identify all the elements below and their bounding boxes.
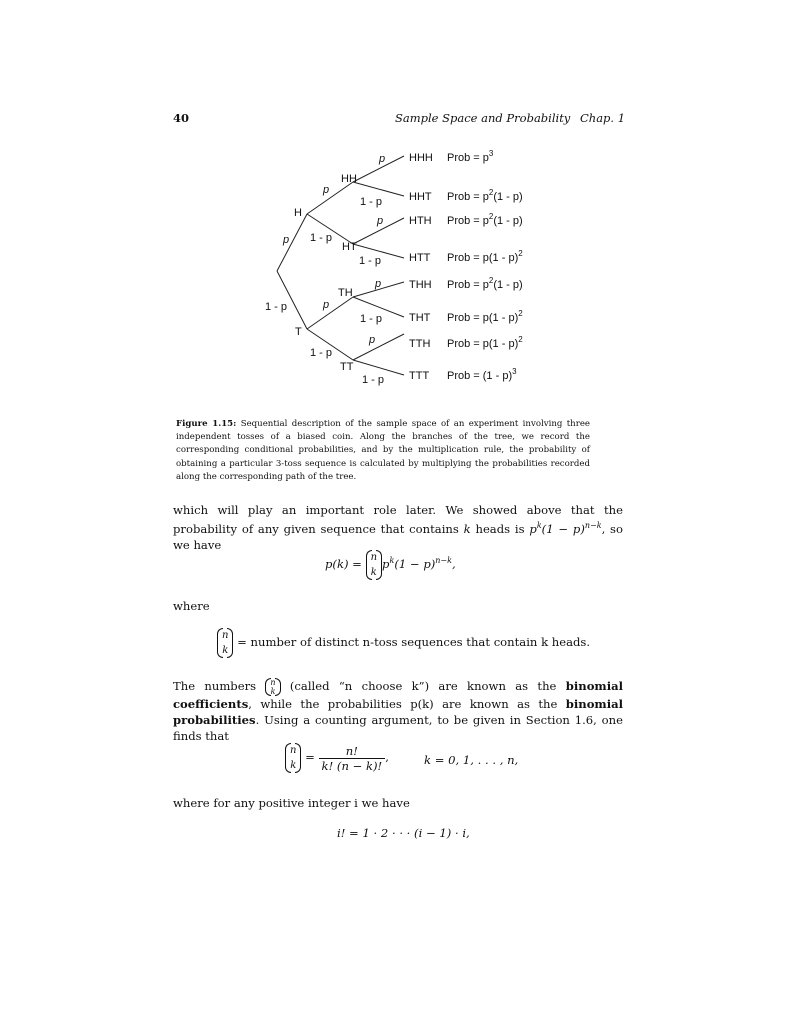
branch-root-t: [277, 271, 307, 329]
svg-text:HTT: HTT: [409, 252, 431, 264]
figure-caption: [176, 418, 590, 484]
svg-text:Prob = p(1 - p)2: Prob = p(1 - p)$^2$: [447, 309, 523, 324]
branch-tt-tth: [353, 334, 404, 360]
label-1mp-htt: 1 - p: [359, 255, 382, 267]
paragraph-1: which will play an important role later. We showed above that the probability of any given sequence that contains k heads is $p^k(1 - p)^{n-k}$, so we have: [173, 503, 623, 553]
caption-label: Figure 1.15:: [176, 419, 237, 429]
equation-binomial-coefficient: n k = $\frac{n!}{k! (n - k)!}$ ,: [285, 743, 389, 773]
label-p-h: p: [283, 234, 290, 246]
paragraph-2: The numbers n k (called “n choose k”) are known as the binomial coefficients, while the probabilities p(k) are known as the binomial probabilities. Using a counting argument, to be given in Section 1.6, one finds that: [173, 678, 624, 744]
label-1mp-t: 1 - p: [265, 301, 288, 313]
svg-text:Prob = (1 - p)3: Prob = (1 - p)$^3$: [447, 367, 517, 382]
svg-text:Prob = p2(1 - p): Prob = $p^2(1 - p)$: [447, 276, 523, 291]
where-label-1: where: [173, 599, 210, 613]
svg-text:THT: THT: [409, 312, 431, 324]
label-p-hhh: p: [379, 153, 386, 165]
svg-text:HTH: HTH: [409, 215, 432, 227]
branch-tt-ttt: [353, 360, 404, 375]
probability-tree-diagram: [0, 0, 791, 420]
outcome-thh: [409, 276, 523, 291]
outcome-hhh: [409, 149, 494, 164]
equation-range: k = 0, 1, . . . , n,: [424, 753, 519, 767]
svg-text:THH: THH: [409, 279, 432, 291]
outcome-hth: [409, 212, 523, 227]
label-1mp-tt: 1 - p: [310, 347, 333, 359]
svg-text:HHT: HHT: [409, 191, 432, 203]
caption-text: Sequential description of the sample space of an experiment involving three independent tosses of a biased coin. Along the branches of the tree, we record the corresponding conditional probabilities, and by the multiplication rule, the probability of obtaining a particular 3-toss sequence is calculated by multiplying the probabilities recorded along the corresponding path of the tree.: [176, 419, 590, 482]
svg-text:HHH: HHH: [409, 152, 433, 164]
page-number: 40: [173, 111, 190, 125]
running-title: Sample Space and Probability: [395, 111, 571, 125]
svg-text:TTT: TTT: [409, 370, 430, 382]
label-p-hth: p: [377, 215, 384, 227]
outcome-ttt: [409, 367, 517, 382]
label-1mp-ht: 1 - p: [310, 232, 333, 244]
chapter-label: Chap. 1: [580, 111, 626, 125]
label-p-tth: p: [369, 334, 376, 346]
equation-binomial-definition: n k = number of distinct n-toss sequences that contain k heads.: [217, 628, 590, 658]
node-t: T: [295, 326, 302, 338]
label-1mp-tht: 1 - p: [360, 313, 383, 325]
svg-text:Prob = p2(1 - p): Prob = $p^2(1 - p)$: [447, 212, 523, 227]
svg-text:Prob = p2(1 - p): Prob = $p^2(1 - p)$: [447, 188, 523, 203]
outcome-tth: [409, 335, 523, 350]
node-th: TH: [338, 287, 353, 299]
outcome-hht: [409, 188, 523, 203]
label-p-thh: p: [375, 278, 382, 290]
svg-text:TTH: TTH: [409, 338, 431, 350]
node-ht: HT: [342, 241, 357, 253]
node-tt: TT: [340, 361, 354, 373]
outcome-htt: [409, 249, 523, 264]
svg-text:Prob = p(1 - p)2: Prob = p(1 - p)$^2$: [447, 335, 523, 350]
branch-hh-hht: [353, 182, 404, 196]
label-p-hh: p: [323, 184, 330, 196]
label-1mp-ttt: 1 - p: [362, 374, 385, 386]
equation-factorial: i! = 1 · 2 · · · (i − 1) · i,: [337, 826, 470, 840]
branch-h-hh: [307, 182, 353, 214]
label-p-th: p: [323, 299, 330, 311]
branch-t-th: [307, 297, 353, 329]
paragraph-3: where for any positive integer i we have: [173, 796, 410, 810]
svg-text:Prob = p3: Prob = $p^3$: [447, 149, 494, 164]
branch-root-h: [277, 214, 307, 271]
label-1mp-hht: 1 - p: [360, 196, 383, 208]
equation-binomial-probability: p(k) = n k $p^k(1 - p)^{n-k}$,: [325, 552, 456, 578]
outcome-tht: [409, 309, 523, 324]
node-hh: HH: [341, 173, 357, 185]
node-h: H: [294, 207, 302, 219]
svg-text:Prob = p(1 - p)2: Prob = p(1 - p)$^2$: [447, 249, 523, 264]
